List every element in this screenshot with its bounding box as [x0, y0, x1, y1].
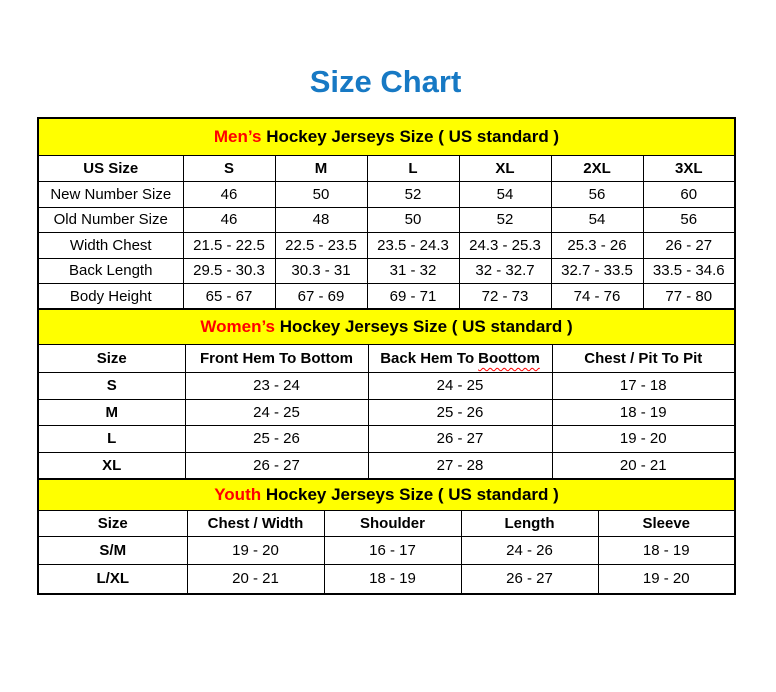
column-header: Size [38, 510, 187, 536]
womens-header-row [38, 345, 735, 373]
size-value: 16 - 17 [324, 536, 461, 565]
mens-header-row [38, 156, 735, 182]
table-row [38, 258, 735, 284]
youth-size-table [37, 478, 736, 595]
mens-banner-highlight: Men’s [213, 127, 262, 146]
column-header: S [183, 156, 275, 182]
column-header: 2XL [551, 156, 643, 182]
table-row [38, 452, 735, 479]
mens-size-table [37, 117, 736, 311]
size-value: 17 - 18 [552, 373, 735, 400]
youth-header-row [38, 510, 735, 536]
column-header: Front Hem To Bottom [185, 345, 368, 373]
size-value: 52 [367, 182, 459, 208]
column-header: L [367, 156, 459, 182]
size-value: 56 [551, 182, 643, 208]
size-value: 26 - 27 [185, 452, 368, 479]
row-label: M [38, 399, 185, 426]
column-header: Shoulder [324, 510, 461, 536]
size-value: 54 [459, 182, 551, 208]
size-value: 20 - 21 [552, 452, 735, 479]
table-row [38, 373, 735, 400]
size-value: 18 - 19 [552, 399, 735, 426]
size-value: 22.5 - 23.5 [275, 233, 367, 259]
size-value: 30.3 - 31 [275, 258, 367, 284]
row-label: L [38, 426, 185, 453]
row-label: Back Length [38, 258, 183, 284]
column-header-misspelled [368, 345, 552, 373]
table-row [38, 182, 735, 208]
table-row [38, 284, 735, 310]
size-value: 25 - 26 [368, 399, 552, 426]
size-value: 18 - 19 [324, 565, 461, 594]
size-value: 24 - 26 [461, 536, 598, 565]
table-row [38, 207, 735, 233]
size-value: 50 [367, 207, 459, 233]
row-label: Body Height [38, 284, 183, 310]
size-value: 65 - 67 [183, 284, 275, 310]
column-header: Size [38, 345, 185, 373]
row-label: XL [38, 452, 185, 479]
size-value: 26 - 27 [643, 233, 735, 259]
column-header: Chest / Pit To Pit [552, 345, 735, 373]
misspelled-word-squiggle: Boottom [478, 350, 540, 367]
column-header: XL [459, 156, 551, 182]
size-value: 69 - 71 [367, 284, 459, 310]
youth-banner [38, 479, 735, 511]
table-row [38, 536, 735, 565]
column-header: Sleeve [598, 510, 735, 536]
size-value: 60 [643, 182, 735, 208]
womens-size-table [37, 308, 736, 480]
size-value: 23 - 24 [185, 373, 368, 400]
size-chart-page [37, 0, 734, 595]
youth-banner-row [38, 479, 735, 511]
size-value: 24 - 25 [185, 399, 368, 426]
size-value: 32.7 - 33.5 [551, 258, 643, 284]
size-value: 48 [275, 207, 367, 233]
row-label: S [38, 373, 185, 400]
mens-banner [38, 118, 735, 156]
size-value: 29.5 - 30.3 [183, 258, 275, 284]
womens-banner [38, 309, 735, 345]
row-label: S/M [38, 536, 187, 565]
size-value: 26 - 27 [368, 426, 552, 453]
size-value: 72 - 73 [459, 284, 551, 310]
womens-banner-row [38, 309, 735, 345]
size-value: 25.3 - 26 [551, 233, 643, 259]
womens-banner-highlight: Women’s [200, 317, 275, 336]
table-row [38, 565, 735, 594]
page-title: Size Chart [309, 64, 462, 99]
size-value: 54 [551, 207, 643, 233]
size-value: 46 [183, 182, 275, 208]
column-header: Chest / Width [187, 510, 324, 536]
row-label: L/XL [38, 565, 187, 594]
row-label: Old Number Size [38, 207, 183, 233]
size-value: 77 - 80 [643, 284, 735, 310]
column-header: Length [461, 510, 598, 536]
size-value: 52 [459, 207, 551, 233]
size-value: 31 - 32 [367, 258, 459, 284]
size-value: 50 [275, 182, 367, 208]
mens-banner-row [38, 118, 735, 156]
table-row [38, 399, 735, 426]
size-value: 27 - 28 [368, 452, 552, 479]
size-value: 19 - 20 [598, 565, 735, 594]
size-value: 23.5 - 24.3 [367, 233, 459, 259]
size-value: 46 [183, 207, 275, 233]
size-value: 32 - 32.7 [459, 258, 551, 284]
size-value: 26 - 27 [461, 565, 598, 594]
size-value: 56 [643, 207, 735, 233]
table-row [38, 233, 735, 259]
size-value: 18 - 19 [598, 536, 735, 565]
column-header: 3XL [643, 156, 735, 182]
size-value: 20 - 21 [187, 565, 324, 594]
size-value: 74 - 76 [551, 284, 643, 310]
womens-banner-text: Hockey Jerseys Size ( US standard ) [279, 317, 573, 336]
column-header: US Size [38, 156, 183, 182]
size-value: 24 - 25 [368, 373, 552, 400]
size-value: 19 - 20 [187, 536, 324, 565]
column-header: M [275, 156, 367, 182]
row-label: Width Chest [38, 233, 183, 259]
size-value: 24.3 - 25.3 [459, 233, 551, 259]
size-value: 25 - 26 [185, 426, 368, 453]
size-value: 21.5 - 22.5 [183, 233, 275, 259]
mens-banner-text: Hockey Jerseys Size ( US standard ) [266, 127, 560, 146]
size-value: 19 - 20 [552, 426, 735, 453]
column-header-text: Back Hem To [380, 350, 475, 367]
youth-banner-text: Hockey Jerseys Size ( US standard ) [265, 484, 559, 504]
size-value: 67 - 69 [275, 284, 367, 310]
table-row [38, 426, 735, 453]
size-value: 33.5 - 34.6 [643, 258, 735, 284]
row-label: New Number Size [38, 182, 183, 208]
youth-banner-highlight: Youth [214, 484, 262, 504]
